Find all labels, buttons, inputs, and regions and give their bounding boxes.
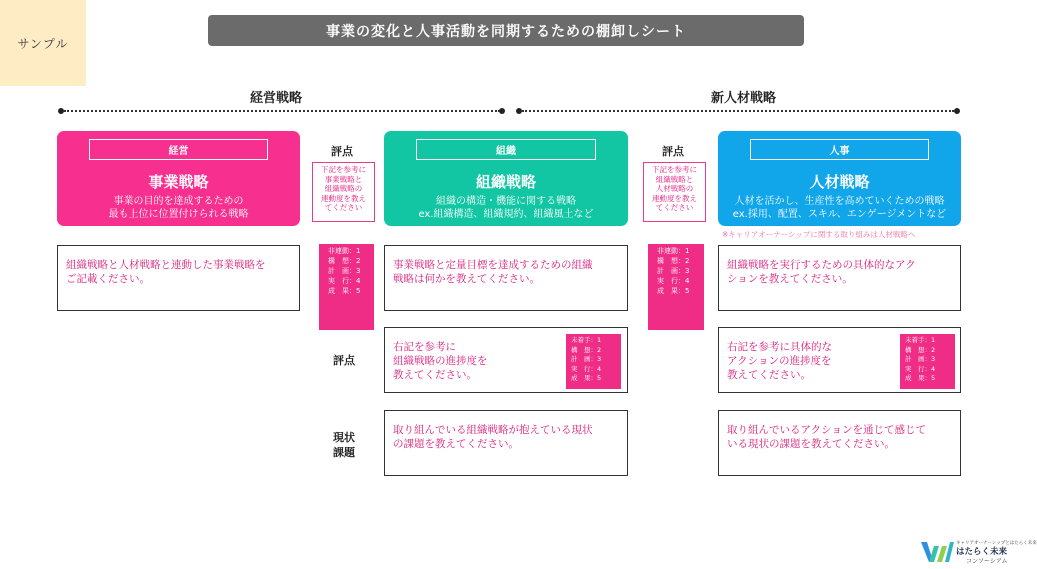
consortium-logo: [920, 538, 1037, 566]
dotline-end-dot: [954, 108, 960, 114]
section-label-keiei: 経営戦略: [250, 91, 303, 106]
content-line: アクションの進捗度を: [727, 355, 832, 367]
soshiki-issue-box[interactable]: [384, 410, 628, 476]
header-desc-line: 最も上位に位置付けられる戦略: [108, 209, 249, 220]
hint-line: 下記を参考に: [652, 165, 697, 174]
dotline-end-dot: [499, 108, 505, 114]
header-tag: 人事: [750, 139, 929, 160]
scale-line: 成 果：5: [571, 374, 602, 383]
jinji-content-box[interactable]: [718, 245, 961, 311]
dotline-jinzai: [522, 110, 954, 112]
scale-line: 構 想：2: [905, 345, 936, 354]
hint-line: 連動度を教え: [652, 193, 697, 203]
w-logo-icon: [920, 540, 954, 564]
header-tag: 組織: [416, 139, 596, 160]
evaluation-hint: [312, 162, 375, 222]
hint-line: 人材戦略の: [655, 184, 694, 194]
header-title: 人材戦略: [809, 173, 870, 191]
scale-line: 成 果：5: [905, 374, 936, 383]
linkage-scale: [648, 244, 704, 330]
jinji-issue-box[interactable]: [718, 410, 961, 476]
header-soshiki: [384, 131, 628, 226]
jinji-note: ※キャリアオーナーシップに関する取り組みは人材戦略へ: [722, 230, 916, 239]
scale-line: 実 行：4: [328, 277, 361, 285]
header-tag: 経営: [89, 139, 268, 160]
hint-line: 下記を参考に: [321, 165, 366, 174]
content-line: 組織戦略を実行するための具体的なアク: [727, 259, 916, 271]
scale-line: 実 行：4: [905, 364, 936, 373]
soshiki-content-box[interactable]: [384, 245, 628, 311]
content-line: 教えてください。: [727, 369, 811, 381]
header-title: 事業戦略: [148, 173, 209, 191]
sample-tag: サンプル: [0, 0, 86, 86]
header-desc: [57, 195, 300, 221]
header-desc-line: ex.採用、配置、スキル、エンゲージメントなど: [732, 209, 947, 220]
header-keiei: [57, 131, 300, 226]
header-desc-line: 人材を活かし、生産性を高めていくための戦略: [734, 196, 945, 207]
header-desc-line: ex.組織構造、組織規約、組織風土など: [418, 209, 594, 220]
scale-line: 非連動：1: [657, 247, 690, 255]
scale-line: 計 画：3: [657, 267, 690, 275]
keiei-content-box[interactable]: [57, 245, 300, 311]
content-line: ご記載ください。: [66, 273, 150, 285]
hint-line: 組織戦略の: [324, 184, 363, 194]
progress-scale: [900, 334, 955, 389]
scale-line: 未着手：1: [571, 336, 602, 344]
content-line: 組織戦略の進捗度を: [393, 355, 488, 367]
page-title: 事業の変化と人事活動を同期するための棚卸しシート: [208, 15, 804, 46]
evaluation-label: 評点: [662, 145, 684, 158]
content-line: の課題を教えてください。: [393, 438, 519, 450]
hint-line: てください: [324, 203, 363, 213]
hint-line: てください: [655, 203, 694, 213]
content-line: 戦略は何かを教えてください。: [393, 273, 540, 285]
header-desc: [384, 195, 628, 221]
header-jinji: [718, 131, 961, 226]
hint-line: 事業戦略と: [324, 174, 363, 184]
scale-line: 非連動：1: [328, 247, 361, 255]
scale-line: 実 行：4: [571, 364, 602, 373]
content-line: 右記を参考に具体的な: [727, 341, 832, 353]
scale-line: 実 行：4: [657, 277, 690, 285]
dotline-keiei: [64, 110, 500, 112]
scale-line: 成 果：5: [328, 287, 361, 295]
header-desc-line: 事業の目的を達成するための: [113, 196, 244, 207]
evaluation-hint: [643, 162, 706, 222]
logo-name: はたらく未来: [956, 547, 1008, 557]
scale-line: 成 果：5: [657, 287, 690, 295]
row-label-line: 課題: [333, 446, 355, 459]
evaluation-label: 評点: [331, 145, 353, 158]
hint-line: 連動度を教え: [321, 193, 366, 203]
row-label-line: 現状: [333, 431, 355, 444]
content-line: 取り組んでいる組織戦略が抱えている現状: [393, 424, 593, 436]
content-line: 右記を参考に: [393, 341, 456, 353]
logo-tagline: キャリアオーナーシップとはたらく未来: [956, 541, 1037, 546]
scale-line: 計 画：3: [328, 267, 361, 275]
content-line: 組織戦略と人材戦略と連動した事業戦略を: [66, 259, 266, 271]
scale-line: 未着手：1: [905, 336, 936, 344]
scale-line: 構 想：2: [571, 345, 602, 354]
progress-scale: [566, 334, 621, 389]
hint-line: 組織戦略と: [655, 174, 694, 184]
content-line: ションを教えてください。: [727, 273, 853, 285]
scale-line: 計 画：3: [905, 355, 936, 364]
scale-line: 構 想：2: [657, 257, 690, 265]
scale-line: 構 想：2: [328, 257, 361, 265]
header-desc-line: 組織の構造・機能に関する戦略: [436, 196, 576, 207]
header-desc: [718, 195, 961, 221]
row-label-score: 評点: [333, 354, 355, 367]
content-line: 事業戦略と定量目標を達成するための組織: [393, 259, 593, 271]
content-line: 取り組んでいるアクションを通じて感じて: [727, 424, 926, 436]
logo-subname: コンソーシアム: [966, 558, 1008, 565]
header-title: 組織戦略: [475, 173, 536, 191]
content-line: 教えてください。: [393, 369, 477, 381]
content-line: いる現状の課題を教えてください。: [727, 438, 895, 450]
section-label-jinzai: 新人材戦略: [711, 91, 777, 106]
scale-line: 計 画：3: [571, 355, 602, 364]
row-label-issue: [326, 430, 362, 460]
linkage-scale: [319, 244, 374, 330]
